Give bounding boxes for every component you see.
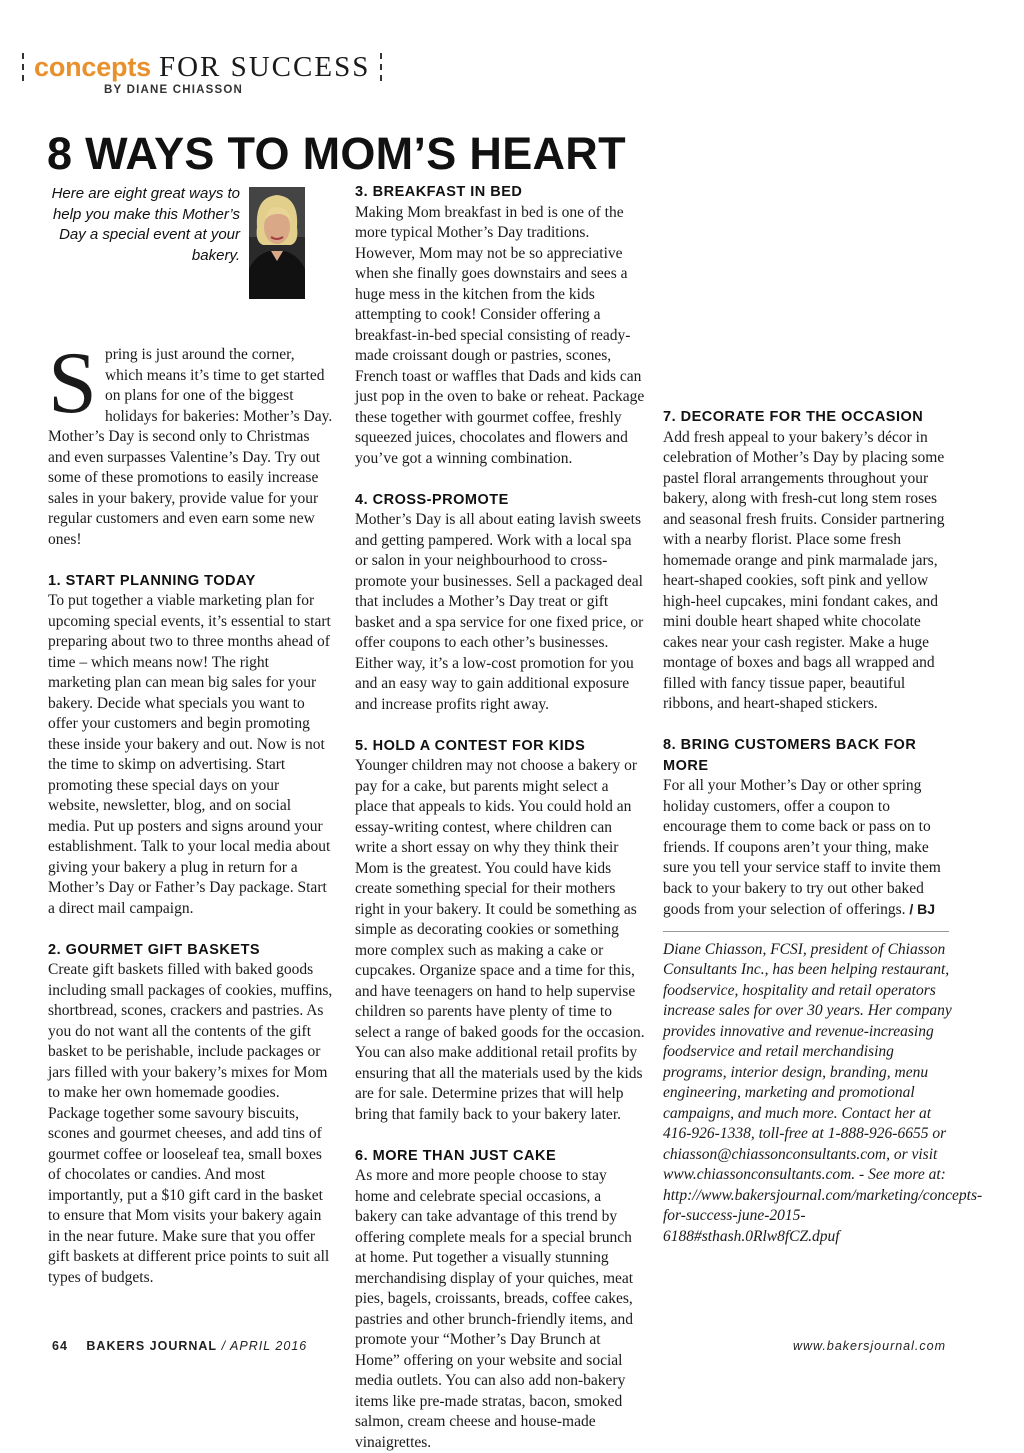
section-2-body: Create gift baskets filled with baked goods including small packages of cookies, muffins, shortbread, scones, crackers and pastries. As you do not want all the contents of the gift basket to be perishable, include packages or jars filled with your bakery’s mixes for Mom to make her own homemade goodies. Package together some savoury biscuits, scones and gourmet cheeses, and add tins of gourmet coffee or looseleaf tea, small boxes of chocolates or candies. And most importantly, put a $10 gift card in the basket to ensure that Mom visits your bakery again in the near future. Make sure that you offer gift baskets at different price points to suit all types of budgets. [48, 961, 333, 1286]
author-bio: Diane Chiasson, FCSI, president of Chiasson Consultants Inc., has been helping restaurant, foodservice, hospitality and retail operators increase sales for over 30 years. Her company provides innovative and revenue-increasing foodservice and retail merchandising programs, interior design, branding, menu engineering, marketing and promotional campaigns, and much more. Contact her at 416-926-1338, toll-free at 1-888-926-6655 or chiasson@chiassonconsultants.com, or visit www.chiassonconsultants.com. - See more at: http://www.bakersjournal.com/marketing/concepts-for-success-june-2015-6188#sthash.0Rlw8fCZ.dpuf [663, 940, 983, 1245]
column-3 [663, 407, 983, 1247]
section-4-heading: 4. CROSS-PROMOTE [355, 491, 509, 508]
article-title: 8 WAYS TO MOM’S HEART [47, 128, 626, 179]
section-5-body: Younger children may not choose a bakery or pay for a cake, but parents might select a place that appeals to kids. You could hold an essay-writing contest, where children can write a short essay on why they think their Mom is the greatest. You could have kids create something special for their mothers right in your bakery. It could be something as simple as decorating cookies or something more complex such as making a cake or cupcakes. Organize space and a time for this, and have teenagers on hand to help supervise children so parents have plenty of time to select a range of baked goods for the occasion. You can also make additional retail profits by ensuring that all the materials used by the kids are for sale. Determine prizes that will help bring that family back to your bakery later. [355, 757, 645, 1123]
section-8-body [663, 776, 953, 921]
footer-left [52, 1339, 307, 1353]
bio-divider [663, 931, 949, 932]
section-6-heading: 6. MORE THAN JUST CAKE [355, 1147, 557, 1164]
byline: BY DIANE CHIASSON [104, 84, 244, 96]
section-3-heading: 3. BREAKFAST IN BED [355, 184, 523, 200]
section-1-body: To put together a viable marketing plan for upcoming special events, it’s essential to start preparing about two to three months ahead of time – which means now! The right marketing plan can mean big sales for your bakery. Decide what specials you want to offer your customers and begin promoting these inside your bakery and out. Now is not the time to skimp on advertising. Start promoting these special days on your website, newsletter, blog, and on social media. Put up posters and signs around your establishment. Talk to your local media about giving your bakery a plug in return for a Mother’s Day or Father’s Day package. Start a direct mail campaign. [48, 592, 331, 917]
header-right-rule [380, 53, 382, 81]
section-4-body: Mother’s Day is all about eating lavish sweets and getting pampered. Work with a local spa or salon in your neighbourhood to cross-promote your businesses. Sell a packaged deal that includes a Mother’s Day treat or gift basket and a spa service for one fixed price, or offer coupons to each other’s businesses. Either way, it’s a low-cost promotion for you and an easy way to gain additional exposure and increase profits right away. [355, 511, 644, 713]
opening-text: pring is just around the corner, which means it’s time to get started on plans for one of the biggest holidays for bakeries: Mother’s Day. Mother’s Day is second only to Christmas and even surpasses Valentine’s Day. Try out some of these promotions to easily increase sales in your bakery, provide value for your regular customers and even earn some new ones! [48, 346, 333, 548]
column-name-concepts: concepts [34, 51, 151, 82]
column-header [22, 50, 382, 84]
section-8-heading: 8. BRING CUSTOMERS BACK FOR MORE [663, 737, 917, 774]
magazine-name: BAKERS JOURNAL [86, 1339, 218, 1353]
article-intro: Here are eight great ways to help you make this Mother’s Day a special event at your bakery. [51, 185, 240, 264]
column-1 [48, 335, 334, 1288]
column-name-for-success: FOR SUCCESS [158, 50, 371, 83]
page-number: 64 [52, 1339, 68, 1353]
section-7-body: Add fresh appeal to your bakery’s décor in celebration of Mother’s Day by placing some pastel floral arrangements throughout your bakery, along with fresh-cut long stem roses and seasonal fresh fruits. Consider partnering with a nearby florist. Place some fresh homemade orange and pink marmalade jars, heart-shaped cookies, soft pink and yellow high-heel cupcakes, mini fondant cakes, and mini double heart shaped white chocolate cakes near your cash register. Make a huge montage of boxes and bags all wrapped and filled with fancy tissue paper, beautiful ribbons, and heart-shaped stickers. [663, 428, 945, 712]
section-5-heading: 5. HOLD A CONTEST FOR KIDS [355, 737, 586, 754]
issue-date: / APRIL 2016 [221, 1339, 308, 1353]
section-1-heading: 1. START PLANNING TODAY [48, 572, 256, 589]
drop-cap: S [48, 335, 97, 432]
footer-url: www.bakersjournal.com [793, 1339, 946, 1353]
section-3-body: Making Mom breakfast in bed is one of the more typical Mother’s Day traditions. However, Mom may not be so appreciative when she finally goes downstairs and sees a huge mess in the kitchen from the kids attempting to cook! Consider offering a breakfast-in-bed special consisting of ready-made croissant dough or pastries, scones, French toast or waffles that Dads and kids can just pop in the oven to bake or reheat. Package these together with gourmet coffee, freshly squeezed juices, chocolates and flowers and you’ve got a winning combination. [355, 203, 645, 467]
section-7-heading: 7. DECORATE FOR THE OCCASION [663, 409, 924, 425]
header-left-rule [22, 53, 24, 81]
section-6-body: As more and more people choose to stay home and celebrate special occasions, a bakery can take advantage of this trend by offering complete meals for a special brunch at home. Put together a visually stunning merchandising display of your quiches, meat pies, bagels, croissants, breads, coffee cakes, pastries and other brunch-friendly items, and promote your “Mother’s Day Brunch at Home” offering on your website and social media outlets. You can also add non-bakery items like pre-made stratas, bacon, smoked salmon, cream cheese and house-made vinaigrettes. [355, 1167, 634, 1451]
column-2 [355, 182, 645, 1453]
section-2-heading: 2. GOURMET GIFT BASKETS [48, 941, 261, 958]
author-photo [249, 187, 305, 299]
signoff: / BJ [909, 901, 936, 917]
author-portrait-image [249, 187, 305, 299]
opening-paragraph [48, 335, 334, 550]
section-8-text: For all your Mother’s Day or other spring holiday customers, offer a coupon to encourage them to come back or pass on to friends. If coupons aren’t your thing, make sure you tell your service staff to invite them back to your bakery to try out other baked goods from your selection of offerings. [663, 777, 941, 918]
